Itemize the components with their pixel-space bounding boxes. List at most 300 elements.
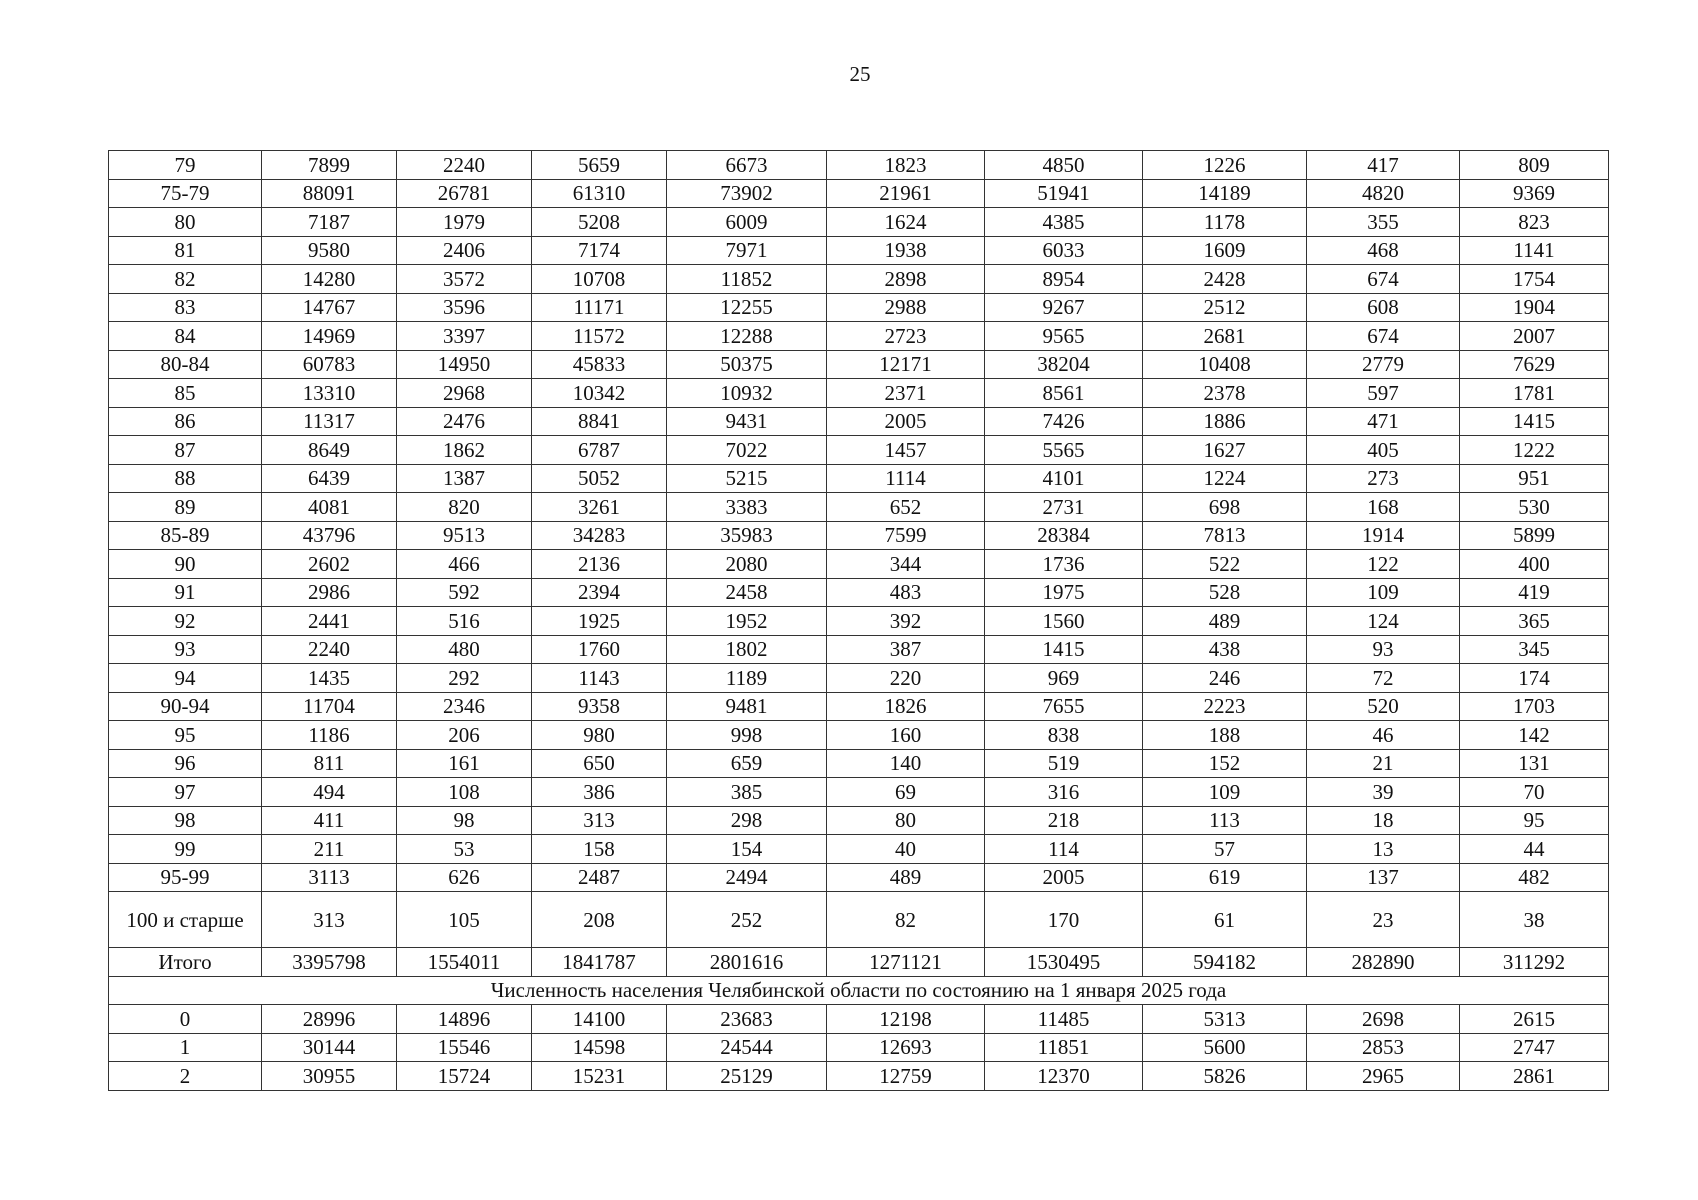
value-cell: 30955 — [262, 1062, 397, 1091]
value-cell: 1703 — [1460, 692, 1609, 721]
value-cell: 14280 — [262, 265, 397, 294]
age-cell: 83 — [109, 293, 262, 322]
age-cell: 81 — [109, 236, 262, 265]
value-cell: 61 — [1143, 892, 1307, 948]
value-cell: 2371 — [827, 379, 985, 408]
section-header-row — [109, 976, 1609, 1005]
value-cell: 1141 — [1460, 236, 1609, 265]
table-row — [109, 749, 1609, 778]
value-cell: 152 — [1143, 749, 1307, 778]
value-cell: 1925 — [532, 607, 667, 636]
value-cell: 2458 — [667, 578, 827, 607]
value-cell: 282890 — [1307, 948, 1460, 977]
value-cell: 516 — [397, 607, 532, 636]
value-cell: 174 — [1460, 664, 1609, 693]
value-cell: 1938 — [827, 236, 985, 265]
value-cell: 13 — [1307, 835, 1460, 864]
value-cell: 355 — [1307, 208, 1460, 237]
value-cell: 44 — [1460, 835, 1609, 864]
value-cell: 69 — [827, 778, 985, 807]
value-cell: 170 — [985, 892, 1143, 948]
value-cell: 9267 — [985, 293, 1143, 322]
value-cell: 480 — [397, 635, 532, 664]
value-cell: 5659 — [532, 151, 667, 180]
value-cell: 698 — [1143, 493, 1307, 522]
value-cell: 471 — [1307, 407, 1460, 436]
value-cell: 50375 — [667, 350, 827, 379]
value-cell: 2861 — [1460, 1062, 1609, 1091]
table-row — [109, 664, 1609, 693]
value-cell: 1975 — [985, 578, 1143, 607]
value-cell: 10932 — [667, 379, 827, 408]
value-cell: 3113 — [262, 863, 397, 892]
value-cell: 8841 — [532, 407, 667, 436]
value-cell: 1387 — [397, 464, 532, 493]
value-cell: 838 — [985, 721, 1143, 750]
value-cell: 137 — [1307, 863, 1460, 892]
value-cell: 21961 — [827, 179, 985, 208]
value-cell: 28384 — [985, 521, 1143, 550]
value-cell: 1530495 — [985, 948, 1143, 977]
value-cell: 9369 — [1460, 179, 1609, 208]
value-cell: 9580 — [262, 236, 397, 265]
value-cell: 12693 — [827, 1033, 985, 1062]
value-cell: 40 — [827, 835, 985, 864]
value-cell: 82 — [827, 892, 985, 948]
value-cell: 650 — [532, 749, 667, 778]
value-cell: 109 — [1307, 578, 1460, 607]
value-cell: 11317 — [262, 407, 397, 436]
table-row — [109, 635, 1609, 664]
population-table-body — [109, 151, 1609, 1091]
value-cell: 520 — [1307, 692, 1460, 721]
table-row — [109, 607, 1609, 636]
value-cell: 11572 — [532, 322, 667, 351]
value-cell: 14969 — [262, 322, 397, 351]
table-row — [109, 892, 1609, 948]
value-cell: 2441 — [262, 607, 397, 636]
value-cell: 2240 — [262, 635, 397, 664]
value-cell: 1271121 — [827, 948, 985, 977]
value-cell: 597 — [1307, 379, 1460, 408]
table-row — [109, 236, 1609, 265]
value-cell: 73902 — [667, 179, 827, 208]
value-cell: 11704 — [262, 692, 397, 721]
table-row — [109, 436, 1609, 465]
value-cell: 12759 — [827, 1062, 985, 1091]
age-cell: 79 — [109, 151, 262, 180]
value-cell: 46 — [1307, 721, 1460, 750]
value-cell: 298 — [667, 806, 827, 835]
value-cell: 211 — [262, 835, 397, 864]
value-cell: 5052 — [532, 464, 667, 493]
value-cell: 15724 — [397, 1062, 532, 1091]
value-cell: 2747 — [1460, 1033, 1609, 1062]
value-cell: 14100 — [532, 1005, 667, 1034]
value-cell: 1224 — [1143, 464, 1307, 493]
value-cell: 160 — [827, 721, 985, 750]
age-cell: 91 — [109, 578, 262, 607]
value-cell: 311292 — [1460, 948, 1609, 977]
value-cell: 113 — [1143, 806, 1307, 835]
value-cell: 969 — [985, 664, 1143, 693]
age-cell: Итого — [109, 948, 262, 977]
value-cell: 1979 — [397, 208, 532, 237]
value-cell: 108 — [397, 778, 532, 807]
value-cell: 23683 — [667, 1005, 827, 1034]
value-cell: 7899 — [262, 151, 397, 180]
table-row — [109, 806, 1609, 835]
value-cell: 2223 — [1143, 692, 1307, 721]
population-table-container — [108, 150, 1608, 1091]
value-cell: 252 — [667, 892, 827, 948]
value-cell: 10342 — [532, 379, 667, 408]
value-cell: 1554011 — [397, 948, 532, 977]
value-cell: 1760 — [532, 635, 667, 664]
value-cell: 109 — [1143, 778, 1307, 807]
value-cell: 951 — [1460, 464, 1609, 493]
value-cell: 1781 — [1460, 379, 1609, 408]
value-cell: 4820 — [1307, 179, 1460, 208]
value-cell: 998 — [667, 721, 827, 750]
value-cell: 3395798 — [262, 948, 397, 977]
value-cell: 1886 — [1143, 407, 1307, 436]
table-row — [109, 179, 1609, 208]
value-cell: 608 — [1307, 293, 1460, 322]
value-cell: 2986 — [262, 578, 397, 607]
value-cell: 25129 — [667, 1062, 827, 1091]
value-cell: 1178 — [1143, 208, 1307, 237]
value-cell: 7187 — [262, 208, 397, 237]
population-table — [108, 150, 1609, 1091]
value-cell: 345 — [1460, 635, 1609, 664]
value-cell: 43796 — [262, 521, 397, 550]
table-row — [109, 1033, 1609, 1062]
value-cell: 2988 — [827, 293, 985, 322]
age-cell: 89 — [109, 493, 262, 522]
age-cell: 99 — [109, 835, 262, 864]
value-cell: 131 — [1460, 749, 1609, 778]
value-cell: 114 — [985, 835, 1143, 864]
value-cell: 594182 — [1143, 948, 1307, 977]
table-row — [109, 464, 1609, 493]
table-row — [109, 721, 1609, 750]
value-cell: 5208 — [532, 208, 667, 237]
value-cell: 10708 — [532, 265, 667, 294]
value-cell: 7599 — [827, 521, 985, 550]
value-cell: 417 — [1307, 151, 1460, 180]
table-row — [109, 350, 1609, 379]
value-cell: 2080 — [667, 550, 827, 579]
value-cell: 188 — [1143, 721, 1307, 750]
value-cell: 3261 — [532, 493, 667, 522]
value-cell: 34283 — [532, 521, 667, 550]
value-cell: 7174 — [532, 236, 667, 265]
value-cell: 2723 — [827, 322, 985, 351]
value-cell: 659 — [667, 749, 827, 778]
value-cell: 626 — [397, 863, 532, 892]
table-row — [109, 550, 1609, 579]
table-row — [109, 151, 1609, 180]
value-cell: 2136 — [532, 550, 667, 579]
value-cell: 489 — [1143, 607, 1307, 636]
value-cell: 14950 — [397, 350, 532, 379]
value-cell: 51941 — [985, 179, 1143, 208]
table-row — [109, 493, 1609, 522]
table-row — [109, 265, 1609, 294]
value-cell: 2698 — [1307, 1005, 1460, 1034]
age-cell: 0 — [109, 1005, 262, 1034]
value-cell: 26781 — [397, 179, 532, 208]
value-cell: 652 — [827, 493, 985, 522]
value-cell: 5600 — [1143, 1033, 1307, 1062]
value-cell: 4101 — [985, 464, 1143, 493]
value-cell: 140 — [827, 749, 985, 778]
value-cell: 53 — [397, 835, 532, 864]
value-cell: 2406 — [397, 236, 532, 265]
value-cell: 30144 — [262, 1033, 397, 1062]
value-cell: 1114 — [827, 464, 985, 493]
value-cell: 14598 — [532, 1033, 667, 1062]
value-cell: 39 — [1307, 778, 1460, 807]
value-cell: 1841787 — [532, 948, 667, 977]
value-cell: 2240 — [397, 151, 532, 180]
value-cell: 3397 — [397, 322, 532, 351]
age-cell: 98 — [109, 806, 262, 835]
value-cell: 3596 — [397, 293, 532, 322]
value-cell: 12198 — [827, 1005, 985, 1034]
value-cell: 15546 — [397, 1033, 532, 1062]
value-cell: 365 — [1460, 607, 1609, 636]
value-cell: 6009 — [667, 208, 827, 237]
value-cell: 1222 — [1460, 436, 1609, 465]
value-cell: 1914 — [1307, 521, 1460, 550]
value-cell: 400 — [1460, 550, 1609, 579]
value-cell: 2476 — [397, 407, 532, 436]
value-cell: 405 — [1307, 436, 1460, 465]
value-cell: 468 — [1307, 236, 1460, 265]
value-cell: 8954 — [985, 265, 1143, 294]
value-cell: 1823 — [827, 151, 985, 180]
age-cell: 84 — [109, 322, 262, 351]
value-cell: 7971 — [667, 236, 827, 265]
value-cell: 1802 — [667, 635, 827, 664]
value-cell: 10408 — [1143, 350, 1307, 379]
value-cell: 5565 — [985, 436, 1143, 465]
value-cell: 2394 — [532, 578, 667, 607]
value-cell: 489 — [827, 863, 985, 892]
value-cell: 161 — [397, 749, 532, 778]
value-cell: 313 — [532, 806, 667, 835]
value-cell: 1952 — [667, 607, 827, 636]
age-cell: 86 — [109, 407, 262, 436]
value-cell: 8561 — [985, 379, 1143, 408]
value-cell: 18 — [1307, 806, 1460, 835]
value-cell: 208 — [532, 892, 667, 948]
value-cell: 218 — [985, 806, 1143, 835]
value-cell: 11171 — [532, 293, 667, 322]
value-cell: 122 — [1307, 550, 1460, 579]
value-cell: 1862 — [397, 436, 532, 465]
table-row — [109, 208, 1609, 237]
value-cell: 1560 — [985, 607, 1143, 636]
value-cell: 5826 — [1143, 1062, 1307, 1091]
value-cell: 6673 — [667, 151, 827, 180]
age-cell: 2 — [109, 1062, 262, 1091]
value-cell: 438 — [1143, 635, 1307, 664]
value-cell: 2487 — [532, 863, 667, 892]
value-cell: 158 — [532, 835, 667, 864]
value-cell: 61310 — [532, 179, 667, 208]
value-cell: 386 — [532, 778, 667, 807]
value-cell: 820 — [397, 493, 532, 522]
value-cell: 11852 — [667, 265, 827, 294]
value-cell: 70 — [1460, 778, 1609, 807]
value-cell: 592 — [397, 578, 532, 607]
value-cell: 4850 — [985, 151, 1143, 180]
value-cell: 411 — [262, 806, 397, 835]
age-cell: 85-89 — [109, 521, 262, 550]
value-cell: 2965 — [1307, 1062, 1460, 1091]
age-cell: 80-84 — [109, 350, 262, 379]
value-cell: 2005 — [985, 863, 1143, 892]
value-cell: 823 — [1460, 208, 1609, 237]
value-cell: 2005 — [827, 407, 985, 436]
age-cell: 88 — [109, 464, 262, 493]
value-cell: 13310 — [262, 379, 397, 408]
value-cell: 1754 — [1460, 265, 1609, 294]
value-cell: 80 — [827, 806, 985, 835]
value-cell: 1415 — [1460, 407, 1609, 436]
value-cell: 35983 — [667, 521, 827, 550]
value-cell: 12255 — [667, 293, 827, 322]
value-cell: 2346 — [397, 692, 532, 721]
value-cell: 246 — [1143, 664, 1307, 693]
value-cell: 2512 — [1143, 293, 1307, 322]
age-cell: 94 — [109, 664, 262, 693]
value-cell: 38204 — [985, 350, 1143, 379]
value-cell: 12171 — [827, 350, 985, 379]
value-cell: 2007 — [1460, 322, 1609, 351]
value-cell: 619 — [1143, 863, 1307, 892]
value-cell: 2428 — [1143, 265, 1307, 294]
value-cell: 1609 — [1143, 236, 1307, 265]
value-cell: 14189 — [1143, 179, 1307, 208]
value-cell: 674 — [1307, 322, 1460, 351]
value-cell: 14767 — [262, 293, 397, 322]
table-row — [109, 407, 1609, 436]
value-cell: 95 — [1460, 806, 1609, 835]
value-cell: 2731 — [985, 493, 1143, 522]
value-cell: 2968 — [397, 379, 532, 408]
section-title: Численность населения Челябинской области по состоянию на 1 января 2025 года — [109, 976, 1609, 1005]
age-cell: 75-79 — [109, 179, 262, 208]
value-cell: 154 — [667, 835, 827, 864]
value-cell: 2602 — [262, 550, 397, 579]
age-cell: 97 — [109, 778, 262, 807]
table-row — [109, 293, 1609, 322]
value-cell: 3572 — [397, 265, 532, 294]
value-cell: 88091 — [262, 179, 397, 208]
value-cell: 3383 — [667, 493, 827, 522]
value-cell: 8649 — [262, 436, 397, 465]
value-cell: 1624 — [827, 208, 985, 237]
value-cell: 1736 — [985, 550, 1143, 579]
value-cell: 483 — [827, 578, 985, 607]
value-cell: 674 — [1307, 265, 1460, 294]
value-cell: 9513 — [397, 521, 532, 550]
value-cell: 1457 — [827, 436, 985, 465]
age-cell: 95-99 — [109, 863, 262, 892]
page-number: 25 — [849, 62, 871, 86]
value-cell: 28996 — [262, 1005, 397, 1034]
age-cell: 100 и старше — [109, 892, 262, 948]
value-cell: 482 — [1460, 863, 1609, 892]
value-cell: 11851 — [985, 1033, 1143, 1062]
value-cell: 7813 — [1143, 521, 1307, 550]
value-cell: 57 — [1143, 835, 1307, 864]
value-cell: 7655 — [985, 692, 1143, 721]
age-cell: 82 — [109, 265, 262, 294]
value-cell: 7426 — [985, 407, 1143, 436]
value-cell: 1904 — [1460, 293, 1609, 322]
value-cell: 2494 — [667, 863, 827, 892]
value-cell: 206 — [397, 721, 532, 750]
value-cell: 530 — [1460, 493, 1609, 522]
table-row — [109, 1005, 1609, 1034]
value-cell: 14896 — [397, 1005, 532, 1034]
age-cell: 85 — [109, 379, 262, 408]
value-cell: 9481 — [667, 692, 827, 721]
age-cell: 96 — [109, 749, 262, 778]
value-cell: 12288 — [667, 322, 827, 351]
value-cell: 23 — [1307, 892, 1460, 948]
table-row — [109, 521, 1609, 550]
value-cell: 316 — [985, 778, 1143, 807]
value-cell: 2681 — [1143, 322, 1307, 351]
table-row — [109, 863, 1609, 892]
value-cell: 385 — [667, 778, 827, 807]
age-cell: 93 — [109, 635, 262, 664]
value-cell: 4081 — [262, 493, 397, 522]
value-cell: 124 — [1307, 607, 1460, 636]
value-cell: 313 — [262, 892, 397, 948]
value-cell: 273 — [1307, 464, 1460, 493]
value-cell: 392 — [827, 607, 985, 636]
table-row — [109, 778, 1609, 807]
value-cell: 1226 — [1143, 151, 1307, 180]
value-cell: 12370 — [985, 1062, 1143, 1091]
value-cell: 15231 — [532, 1062, 667, 1091]
value-cell: 528 — [1143, 578, 1307, 607]
value-cell: 519 — [985, 749, 1143, 778]
table-row — [109, 578, 1609, 607]
age-cell: 87 — [109, 436, 262, 465]
value-cell: 9358 — [532, 692, 667, 721]
value-cell: 811 — [262, 749, 397, 778]
age-cell: 1 — [109, 1033, 262, 1062]
value-cell: 98 — [397, 806, 532, 835]
value-cell: 4385 — [985, 208, 1143, 237]
value-cell: 5899 — [1460, 521, 1609, 550]
value-cell: 38 — [1460, 892, 1609, 948]
value-cell: 45833 — [532, 350, 667, 379]
value-cell: 9565 — [985, 322, 1143, 351]
value-cell: 2378 — [1143, 379, 1307, 408]
value-cell: 142 — [1460, 721, 1609, 750]
table-row — [109, 379, 1609, 408]
value-cell: 1186 — [262, 721, 397, 750]
